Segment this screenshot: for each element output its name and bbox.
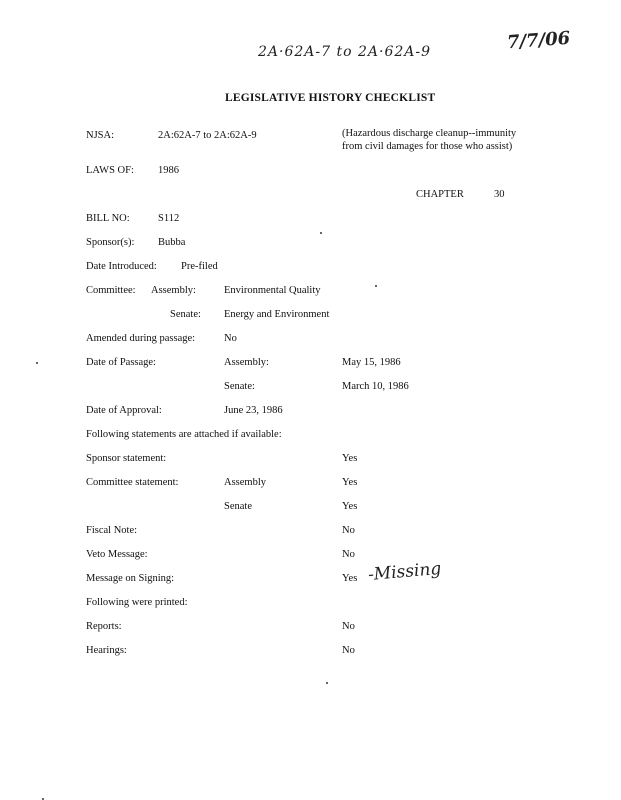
committee-statement-assembly-value: Yes [342, 477, 358, 488]
njsa-label: NJSA: [86, 130, 115, 141]
njsa-note-line2: from civil damages for those who assist) [342, 141, 513, 152]
amended-value: No [224, 333, 237, 344]
committee-statement-label: Committee statement: [86, 477, 179, 488]
committee-statement-senate-label: Senate [224, 501, 252, 512]
date-introduced-label: Date Introduced: [86, 261, 157, 272]
reports-value: No [342, 621, 355, 632]
hearings-label: Hearings: [86, 645, 127, 656]
laws-of-label: LAWS OF: [86, 165, 134, 176]
committee-senate-label: Senate: [170, 309, 201, 320]
bill-no-label: BILL NO: [86, 213, 130, 224]
message-signing-label: Message on Signing: [86, 573, 175, 584]
passage-assembly-label: Assembly: [224, 357, 269, 368]
committee-statement-assembly-label: Assembly [224, 477, 266, 488]
committee-statement-senate-value: Yes [342, 501, 358, 512]
amended-label: Amended during passage: [86, 333, 196, 344]
reports-label: Reports: [86, 621, 122, 632]
passage-label: Date of Passage: [86, 357, 156, 368]
committee-senate-value: Energy and Environment [224, 309, 330, 320]
chapter-value: 30 [494, 189, 505, 200]
passage-senate-value: March 10, 1986 [342, 381, 409, 392]
hearings-value: No [342, 645, 355, 656]
bill-no-value: S112 [158, 213, 180, 224]
committee-label: Committee: [86, 285, 136, 296]
approval-value: June 23, 1986 [224, 405, 283, 416]
scan-speck [320, 232, 322, 234]
committee-assembly-label: Assembly: [151, 285, 196, 296]
following-attached-heading: Following statements are attached if available: [86, 429, 282, 440]
scan-speck [326, 682, 328, 684]
date-introduced-value: Pre-filed [181, 261, 218, 272]
handwritten-date: 7/7/06 [506, 27, 571, 54]
handwritten-statute-range: 2A·62A-7 to 2A·62A-9 [258, 44, 432, 60]
fiscal-note-value: No [342, 525, 355, 536]
sponsor-statement-value: Yes [342, 453, 358, 464]
following-printed-heading: Following were printed: [86, 597, 188, 608]
njsa-note-line1: (Hazardous discharge cleanup--immunity [342, 128, 517, 139]
handwritten-missing-note: -Missing [367, 558, 443, 586]
sponsor-label: Sponsor(s): [86, 237, 135, 248]
sponsor-statement-label: Sponsor statement: [86, 453, 167, 464]
message-signing-value: Yes [342, 573, 358, 584]
passage-assembly-value: May 15, 1986 [342, 357, 401, 368]
njsa-value: 2A:62A-7 to 2A:62A-9 [158, 130, 257, 141]
approval-label: Date of Approval: [86, 405, 162, 416]
scan-speck [36, 362, 38, 364]
fiscal-note-label: Fiscal Note: [86, 525, 138, 536]
scan-speck [375, 285, 377, 287]
veto-message-label: Veto Message: [86, 549, 148, 560]
chapter-label: CHAPTER [416, 189, 464, 200]
committee-assembly-value: Environmental Quality [224, 285, 321, 296]
page-title: LEGISLATIVE HISTORY CHECKLIST [225, 92, 436, 104]
veto-message-value: No [342, 549, 355, 560]
passage-senate-label: Senate: [224, 381, 255, 392]
sponsor-value: Bubba [158, 237, 186, 248]
laws-of-value: 1986 [158, 165, 179, 176]
